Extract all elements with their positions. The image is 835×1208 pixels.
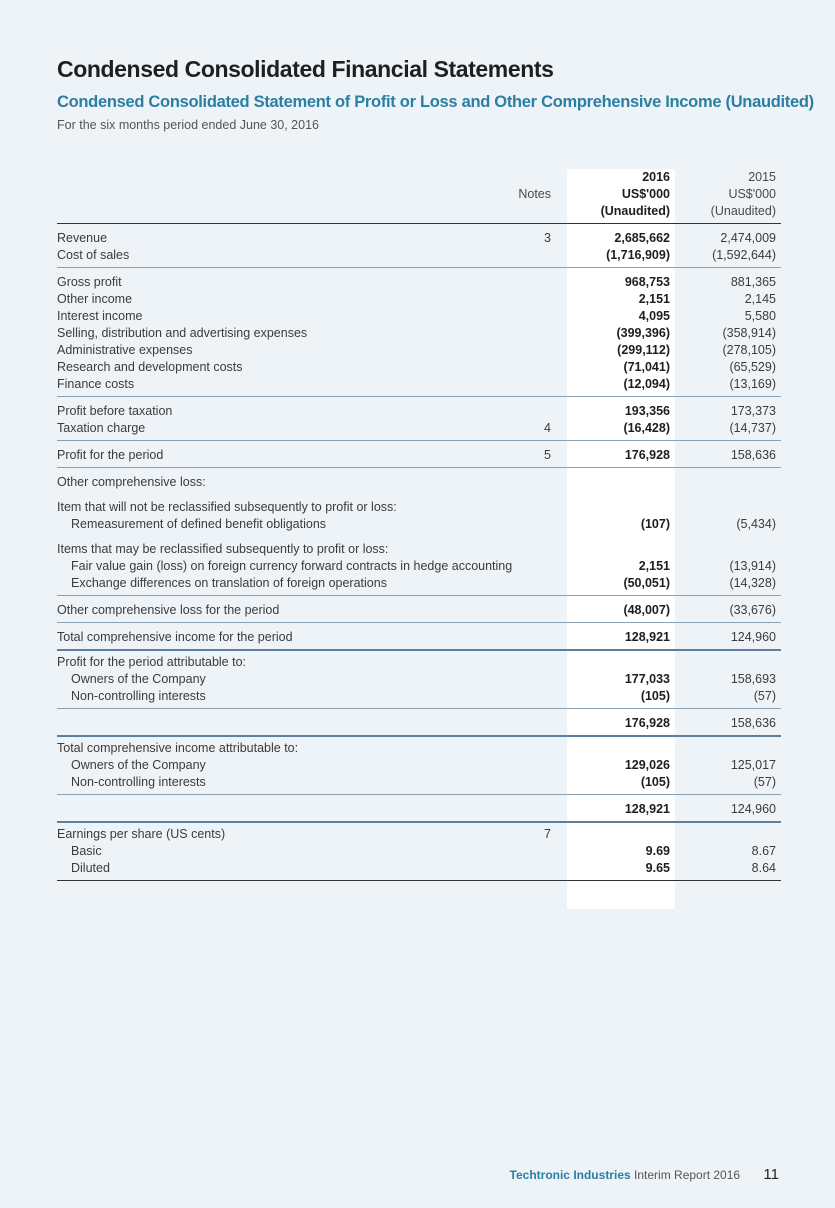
section-heading [57, 654, 781, 671]
row-value-2016: (107) [640, 517, 670, 531]
section-heading [57, 499, 781, 516]
row-value-2016: 968,753 [624, 275, 670, 289]
row-value-2015: 881,365 [730, 275, 776, 289]
row-label: Gross profit [57, 275, 122, 289]
row-label: Finance costs [57, 377, 135, 391]
row-value-2015: (13,169) [729, 377, 776, 391]
row-value-2016: 129,026 [624, 758, 670, 772]
row-value-2016: 2,151 [638, 292, 670, 306]
row-value-2016: 177,033 [624, 672, 670, 686]
row-value-2015: (33,676) [729, 603, 776, 617]
row-value-2016: 128,921 [624, 630, 670, 644]
row-value-2016: (105) [640, 689, 670, 703]
row-note: 3 [544, 231, 551, 245]
row-divider [57, 622, 781, 623]
row-value-2015: (358,914) [722, 326, 776, 340]
table-row [57, 774, 781, 791]
row-value-2016: 2,685,662 [614, 231, 670, 245]
table-row [57, 516, 781, 533]
col-header-unit-2015: US$'000 [728, 187, 776, 201]
total-divider [57, 649, 781, 651]
table-row [57, 860, 781, 877]
col-header-2015: 2015 [748, 170, 776, 184]
row-value-2015: (14,328) [729, 576, 776, 590]
col-header-notes: Notes [518, 187, 551, 201]
row-label: Profit for the period [57, 448, 164, 462]
section-heading [57, 474, 781, 491]
row-note: 5 [544, 448, 551, 462]
row-value-2015: (13,914) [729, 559, 776, 573]
row-label: Diluted [71, 861, 110, 875]
col-header-2016: 2016 [642, 170, 670, 184]
footer-report: Interim Report 2016 [634, 1168, 741, 1182]
table-row [57, 688, 781, 705]
row-value-2015: 2,474,009 [720, 231, 776, 245]
row-value-2015: (1,592,644) [712, 248, 776, 262]
income-statement-table [57, 169, 781, 881]
col-header-status-2016: (Unaudited) [600, 204, 670, 218]
row-label: Basic [71, 844, 102, 858]
col-header-status-2015: (Unaudited) [710, 204, 776, 218]
table-row [57, 247, 781, 264]
page-title: Condensed Consolidated Financial Statements [57, 56, 554, 82]
row-value-2016: 128,921 [624, 802, 670, 816]
page-footer [510, 1166, 779, 1183]
table-bottom-rule [57, 880, 781, 881]
section-heading [57, 740, 781, 757]
row-value-2016: (105) [640, 775, 670, 789]
row-value-2016: (299,112) [617, 343, 670, 357]
header-divider [57, 223, 781, 224]
table-row [57, 274, 781, 291]
row-divider [57, 396, 781, 397]
row-label: Other income [57, 292, 133, 306]
table-row [57, 291, 781, 308]
section-heading [57, 826, 781, 843]
row-value-2015: 124,960 [730, 802, 776, 816]
row-divider [57, 708, 781, 709]
row-value-2015: 158,636 [730, 716, 776, 730]
row-value-2015: 8.67 [751, 844, 776, 858]
row-label: Items that may be reclassified subsequently to profit or loss: [57, 542, 389, 556]
row-label: Profit before taxation [57, 404, 173, 418]
row-value-2015: (57) [753, 689, 776, 703]
row-value-2015: (14,737) [729, 421, 776, 435]
row-label: Cost of sales [57, 248, 130, 262]
row-value-2015: 124,960 [730, 630, 776, 644]
statement-title: Condensed Consolidated Statement of Profit or Loss and Other Comprehensive Income (Unaudited) [57, 93, 814, 111]
row-note: 7 [544, 827, 551, 841]
table-row [57, 342, 781, 359]
table-row [57, 629, 781, 646]
row-value-2016: 9.69 [645, 844, 670, 858]
total-divider [57, 821, 781, 823]
row-value-2016: 193,356 [624, 404, 670, 418]
row-value-2015: 8.64 [751, 861, 776, 875]
row-divider [57, 467, 781, 468]
table-row [57, 376, 781, 393]
row-label: Fair value gain (loss) on foreign currency forward contracts in hedge accounting [71, 559, 513, 573]
row-note: 4 [544, 421, 551, 435]
row-value-2015: (5,434) [736, 517, 776, 531]
subtotal-row [57, 715, 781, 732]
row-value-2015: (278,105) [722, 343, 776, 357]
table-row [57, 447, 781, 464]
table-row [57, 308, 781, 325]
header-row-status [57, 203, 781, 220]
period-text: For the six months period ended June 30, 2016 [57, 118, 319, 132]
subtotal-row [57, 801, 781, 818]
row-value-2016: (12,094) [623, 377, 670, 391]
row-divider [57, 440, 781, 441]
row-label: Earnings per share (US cents) [57, 827, 226, 841]
row-value-2015: 2,145 [744, 292, 776, 306]
row-label: Research and development costs [57, 360, 243, 374]
table-row [57, 602, 781, 619]
table-row [57, 230, 781, 247]
table-row [57, 420, 781, 437]
row-label: Total comprehensive income for the period [57, 630, 293, 644]
row-value-2016: 176,928 [624, 448, 670, 462]
header-row-year [57, 169, 781, 186]
row-label: Exchange differences on translation of foreign operations [71, 576, 387, 590]
row-label: Interest income [57, 309, 143, 323]
row-label: Selling, distribution and advertising expenses [57, 326, 308, 340]
row-label: Administrative expenses [57, 343, 193, 357]
row-value-2016: 176,928 [624, 716, 670, 730]
row-divider [57, 794, 781, 795]
row-label: Item that will not be reclassified subsequently to profit or loss: [57, 500, 397, 514]
table-row [57, 575, 781, 592]
footer-brand: Techtronic Industries [509, 1168, 631, 1182]
row-label: Owners of the Company [71, 672, 206, 686]
row-label: Non-controlling interests [71, 689, 206, 703]
row-divider [57, 595, 781, 596]
table-row [57, 359, 781, 376]
row-value-2016: (50,051) [623, 576, 670, 590]
table-row [57, 671, 781, 688]
row-value-2015: 158,636 [730, 448, 776, 462]
section-heading [57, 541, 781, 558]
row-value-2016: (1,716,909) [606, 248, 670, 262]
row-label: Remeasurement of defined benefit obligations [71, 517, 327, 531]
table-row [57, 843, 781, 860]
page-number: 11 [763, 1166, 779, 1183]
row-value-2016: 4,095 [638, 309, 670, 323]
row-value-2015: 5,580 [744, 309, 776, 323]
row-divider [57, 267, 781, 268]
row-value-2016: (16,428) [623, 421, 670, 435]
row-label: Revenue [57, 231, 108, 245]
row-value-2016: (48,007) [623, 603, 670, 617]
row-label: Other comprehensive loss: [57, 475, 206, 489]
col-header-unit-2016: US$'000 [621, 187, 670, 201]
total-divider [57, 735, 781, 737]
table-row [57, 757, 781, 774]
table-row [57, 325, 781, 342]
row-label: Taxation charge [57, 421, 146, 435]
row-label: Owners of the Company [71, 758, 206, 772]
row-value-2016: (399,396) [616, 326, 670, 340]
row-value-2016: (71,041) [623, 360, 670, 374]
header-row-unit [57, 186, 781, 203]
table-row [57, 403, 781, 420]
row-label: Other comprehensive loss for the period [57, 603, 280, 617]
row-value-2015: (65,529) [729, 360, 776, 374]
row-label: Profit for the period attributable to: [57, 655, 246, 669]
row-value-2015: 125,017 [730, 758, 776, 772]
row-value-2015: 158,693 [730, 672, 776, 686]
row-label: Total comprehensive income attributable to: [57, 741, 299, 755]
row-value-2016: 2,151 [638, 559, 670, 573]
row-value-2015: (57) [753, 775, 776, 789]
table-row [57, 558, 781, 575]
row-label: Non-controlling interests [71, 775, 206, 789]
row-value-2016: 9.65 [645, 861, 670, 875]
row-value-2015: 173,373 [730, 404, 776, 418]
